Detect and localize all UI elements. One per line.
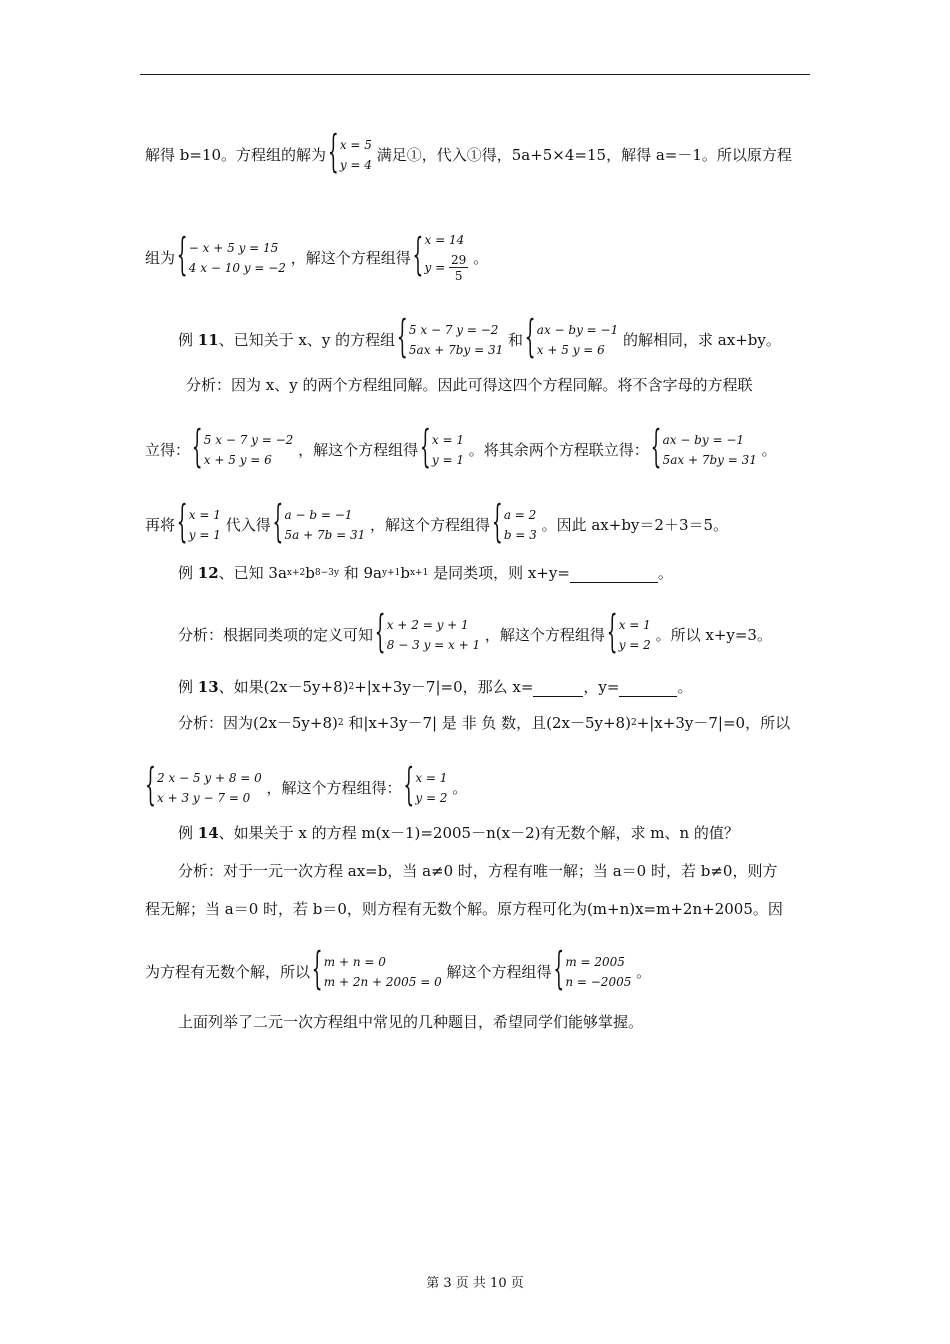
equation — [425, 250, 469, 286]
text: 。 — [657, 564, 673, 582]
text: ，解这个方程组得 — [290, 249, 411, 267]
text: 。 — [452, 779, 468, 797]
exponent: 8−3y — [314, 568, 339, 578]
equation: { x = 5 — [339, 138, 372, 152]
text: 代入得 — [225, 516, 271, 534]
solution-line-2 — [145, 230, 488, 286]
equation: { a − b = −1 — [284, 508, 353, 522]
equation-system — [406, 768, 447, 808]
equation: { 5 x − 7 y = −2 — [408, 323, 499, 337]
text: 。将其余两个方程联立得： — [468, 441, 649, 459]
text: ，解这个方程组得 — [298, 441, 419, 459]
equation: m + 2n + 2005 = 0 — [323, 975, 442, 989]
equation: y = 1 — [431, 453, 464, 467]
example-13-analysis-2 — [148, 768, 467, 808]
example-14-question — [178, 822, 739, 843]
example-11-analysis-3 — [145, 505, 728, 545]
equation: { x = 14 — [424, 233, 465, 247]
example-12-analysis — [178, 615, 772, 655]
text: 、已知 3a — [218, 564, 287, 582]
example-11-analysis-1 — [186, 374, 752, 395]
exponent: x+1 — [409, 568, 429, 578]
equation: 8 − 3 y = x + 1 — [386, 638, 481, 652]
text: 、如果关于 x 的方程 m(x－1)=2005－n(x－2)有无数个解，求 m、n 的值？ — [218, 824, 739, 842]
equation: b = 3 — [503, 528, 537, 542]
text: b — [305, 564, 315, 582]
equation: { x + 2 = y + 1 — [386, 618, 469, 632]
equation: 5a + 7b = 31 — [284, 528, 366, 542]
text: ，y= — [583, 678, 620, 696]
example-13-question — [178, 676, 692, 697]
equation-system — [195, 430, 294, 470]
exponent: 2 — [337, 718, 344, 728]
equation-system — [315, 952, 442, 992]
text: 立得： — [145, 441, 191, 459]
equation-system — [331, 135, 372, 175]
text: 和 9a — [338, 564, 382, 582]
equation-system — [400, 320, 503, 360]
equation: n = −2005 — [565, 975, 632, 989]
text: 。 — [677, 678, 693, 696]
equation-system — [423, 430, 464, 470]
text: 、如果(2x－5y+8) — [218, 678, 349, 696]
text: 解这个方程组得 — [446, 963, 552, 981]
text: 分析：根据同类项的定义可知 — [178, 626, 374, 644]
text: ，解这个方程组得 — [484, 626, 605, 644]
text: 。所以 x+y=3。 — [655, 626, 772, 644]
text: 上面列举了二元一次方程组中常见的几种题目，希望同学们能够掌握。 — [178, 1013, 644, 1031]
text: 是同类项，则 x+y= — [428, 564, 570, 582]
equation: { ax − by = −1 — [536, 323, 619, 337]
equation: 5ax + 7by = 31 — [408, 343, 504, 357]
text: b — [400, 564, 410, 582]
equation: x + 5 y = 6 — [203, 453, 272, 467]
equation: { ax − by = −1 — [662, 433, 745, 447]
equation-system — [416, 230, 469, 286]
text: 例 — [178, 824, 198, 842]
exponent: x+2 — [286, 568, 306, 578]
fraction — [449, 254, 468, 282]
text: 、已知关于 x、y 的方程组 — [218, 331, 396, 349]
equation-system — [610, 615, 651, 655]
example-11-question — [178, 320, 781, 360]
answer-blank-x[interactable] — [533, 678, 583, 697]
equation: x + 3 y − 7 = 0 — [157, 791, 251, 805]
equation: { x = 1 — [415, 771, 448, 785]
example-13-analysis-1 — [178, 712, 790, 733]
equation: { − x + 5 y = 15 — [188, 241, 279, 255]
equation: y = 4 — [339, 158, 372, 172]
example-number: 12 — [197, 564, 219, 582]
text: 分析：对于一元一次方程 ax=b，当 a≠0 时，方程有唯一解；当 a＝0 时，若 b≠0，则方 — [178, 862, 778, 880]
equation: { a = 2 — [503, 508, 537, 522]
text: 的解相同，求 ax+by。 — [623, 331, 781, 349]
example-number: 11 — [197, 331, 219, 349]
exponent: y+1 — [381, 568, 401, 578]
text: 例 — [178, 331, 198, 349]
equation-system — [495, 505, 537, 545]
text: ，解这个方程组得 — [370, 516, 491, 534]
equation: { m = 2005 — [565, 955, 625, 969]
equation: 5ax + 7by = 31 — [662, 453, 757, 467]
text: 为方程有无数个解，所以 — [145, 963, 311, 981]
equation-system — [556, 952, 631, 992]
text: 组为 — [145, 249, 176, 267]
equation-system — [654, 430, 757, 470]
text: 满足①，代入①得，5a+5×4=15，解得 a=－1。所以原方程 — [376, 146, 792, 164]
equation: y = 2 — [415, 791, 448, 805]
numerator: 29 — [451, 253, 467, 267]
text: 。 — [473, 249, 489, 267]
page-footer: 第 3 页 共 10 页 — [426, 1276, 524, 1291]
text: 分析：因为 x、y 的两个方程组同解。因此可得这四个方程同解。将不含字母的方程联 — [186, 376, 753, 394]
example-number: 13 — [197, 678, 219, 696]
answer-blank-y[interactable] — [619, 678, 677, 697]
text: 。因此 ax+by＝2＋3＝5。 — [541, 516, 729, 534]
text: 再将 — [145, 516, 176, 534]
text: 。 — [636, 963, 652, 981]
text: 和|x+3y－7| 是 非 负 数，且(2x－5y+8) — [343, 714, 631, 732]
equation: y = 1 — [188, 528, 221, 542]
text: 分析：因为(2x－5y+8) — [178, 714, 338, 732]
example-14-analysis-3 — [145, 952, 651, 992]
equation-system — [180, 505, 221, 545]
text: +|x+3y－7|=0，所以 — [636, 714, 791, 732]
equation-system — [378, 615, 480, 655]
equation: { 2 x − 5 y + 8 = 0 — [157, 771, 262, 785]
text: 程无解；当 a＝0 时，若 b＝0，则方程有无数个解。原方程可化为(m+n)x=m+2n+2005。因 — [145, 900, 783, 918]
text: 例 — [178, 564, 198, 582]
exponent: 2 — [630, 718, 637, 728]
text: 和 — [508, 331, 524, 349]
text: 。 — [761, 441, 777, 459]
example-14-analysis-1 — [178, 860, 777, 881]
equation-left: y = — [424, 260, 446, 275]
equation: { x = 1 — [431, 433, 464, 447]
denominator: 5 — [454, 269, 463, 283]
equation: { x = 1 — [618, 618, 651, 632]
equation: 4 x − 10 y = −2 — [188, 261, 286, 275]
equation: { m + n = 0 — [323, 955, 386, 969]
text: 例 — [178, 678, 198, 696]
text: ，解这个方程组得： — [266, 779, 402, 797]
example-number: 14 — [197, 824, 219, 842]
equation-system — [180, 238, 286, 278]
equation: { 5 x − 7 y = −2 — [203, 433, 294, 447]
equation-system — [275, 505, 365, 545]
text: 解得 b=10。方程组的解为 — [145, 146, 327, 164]
text: +|x+3y－7|=0，那么 x= — [354, 678, 534, 696]
exponent: 2 — [348, 682, 355, 692]
example-14-analysis-2 — [145, 898, 783, 919]
equation-system — [148, 768, 262, 808]
example-12-question — [178, 562, 673, 583]
solution-line-1 — [145, 135, 792, 175]
equation: y = 2 — [618, 638, 651, 652]
header-rule — [140, 74, 810, 75]
example-11-analysis-2 — [145, 430, 777, 470]
equation-system — [528, 320, 618, 360]
answer-blank[interactable] — [570, 564, 658, 583]
closing-paragraph — [178, 1011, 643, 1032]
equation: x + 5 y = 6 — [536, 343, 605, 357]
equation: { x = 1 — [188, 508, 221, 522]
